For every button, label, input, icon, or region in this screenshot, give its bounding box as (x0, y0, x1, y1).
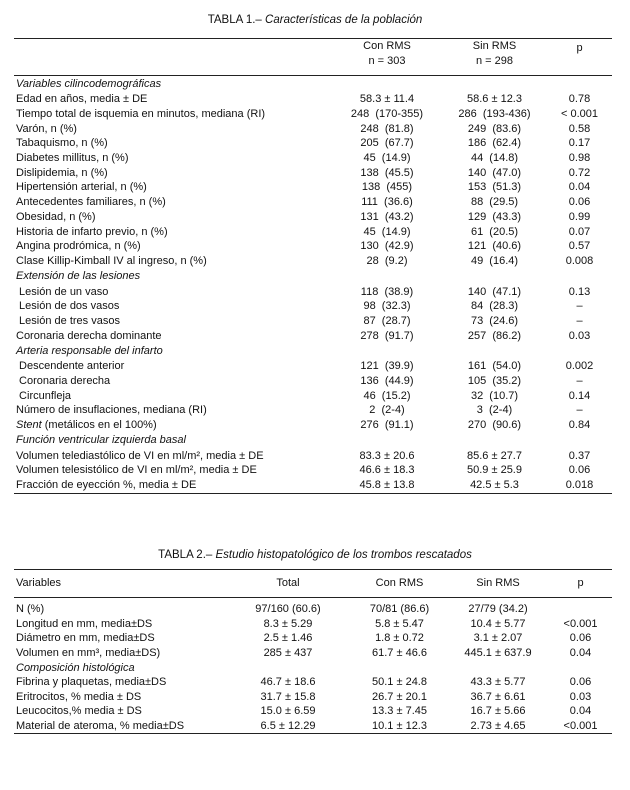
table1-cell-sin-rms: 3 (2-4) (476, 404, 513, 417)
table2-header-p: p (549, 570, 612, 598)
table1-row (14, 107, 612, 122)
table1-row (14, 388, 612, 403)
table2-cell-p: 0.06 (569, 676, 592, 689)
table1-row-label (14, 388, 332, 403)
table1-section-row (14, 432, 612, 448)
table2-cell-con-rms: 10.1 ± 12.3 (352, 719, 447, 734)
table2-row-label: Fibrina y plaquetas, media±DS (16, 676, 167, 689)
table1-cell-con-rms: 278 (91.7) (360, 329, 414, 342)
table2-cell-p: 0.06 (569, 632, 592, 645)
table1-row (14, 374, 612, 389)
table1-cell-p: 0.008 (565, 254, 594, 267)
table1-cell-sin-rms: 121 (40.6) (467, 240, 522, 253)
table2-cell-total: 6.5 ± 12.29 (224, 719, 352, 734)
table1-row-label-text: Volumen telesistólico de VI en ml/m², media ± DE (16, 464, 257, 477)
table1-cell-sin-rms: 73 (24.6) (470, 314, 519, 327)
table1-cell-con-rms: 130 (42.9) (360, 240, 414, 253)
table1-row-label (14, 478, 332, 493)
table2-cell-p: 0.04 (569, 705, 592, 718)
table1-row-label (14, 107, 332, 122)
table1-cell-sin-rms: 50.9 ± 25.9 (467, 464, 522, 477)
table1-row-label-text: Antecedentes familiares, n (%) (16, 196, 166, 209)
table1-header-con-rms: Con RMS n = 303 (332, 39, 442, 70)
table1-cell-p: 0.13 (568, 285, 591, 298)
table1-row-label-text: Clase Killip-Kimball IV al ingreso, n (%) (16, 254, 207, 267)
table2-cell-con-rms: 50.1 ± 24.8 (372, 676, 427, 689)
table1-cell-con-rms: 2 (2-4) (369, 404, 405, 417)
table1-row (14, 463, 612, 478)
table1-section-title: Extensión de las lesiones (16, 270, 141, 283)
table2-cell-sin-rms: 2.73 ± 4.65 (447, 719, 549, 734)
table2-cell-con-rms: 61.7 ± 46.6 (372, 647, 427, 660)
table1-row (14, 136, 612, 151)
table2-section-row (14, 660, 612, 675)
table1-cell-p: 0.99 (568, 210, 591, 223)
table1-row-label (14, 299, 332, 314)
table2-cell-total: 46.7 ± 18.6 (260, 676, 316, 689)
table1-cell-con-rms: 121 (39.9) (360, 360, 414, 373)
table1-row-label-text: Angina prodrómica, n (%) (16, 240, 141, 253)
table1-cell-sin-rms: 42.5 ± 5.3 (442, 478, 547, 493)
table2-header-total: Total (224, 570, 352, 598)
table1-row-label (14, 92, 332, 107)
table1-cell-con-rms: 46 (15.2) (363, 389, 411, 402)
table1-cell-sin-rms: 49 (16.4) (470, 254, 519, 267)
table1-section-title: Función ventricular izquierda basal (16, 434, 186, 447)
table1-row (14, 299, 612, 314)
table1-row (14, 314, 612, 329)
table1-cell-sin-rms: 84 (28.3) (470, 300, 519, 313)
table1-cell-con-rms: 45 (14.9) (363, 225, 411, 238)
table1-row-label-text: Coronaria derecha dominante (16, 329, 162, 342)
table1-row-label (14, 136, 332, 151)
table1-row (14, 195, 612, 210)
table2-cell-total: 31.7 ± 15.8 (260, 690, 316, 703)
table1-section-title: Variables cilincodemográficas (16, 78, 162, 90)
table1-caption (0, 14, 630, 26)
table1-cell-p: 0.37 (568, 449, 591, 462)
table1-cell-con-rms: 138 (455) (361, 181, 413, 194)
table1-cell-sin-rms: 161 (54.0) (467, 360, 522, 373)
table1-row (14, 180, 612, 195)
table1-cell-p: 0.84 (568, 419, 591, 432)
table1-section-row (14, 76, 612, 93)
table2-cell-p (549, 602, 612, 617)
table1-row-label (14, 239, 332, 254)
table1-row-label-text: Historia de infarto previo, n (%) (16, 225, 168, 238)
table1-cell-sin-rms: 257 (86.2) (467, 329, 522, 342)
table1-cell-con-rms: 248 (81.8) (360, 122, 414, 135)
table2-header-sin-rms: Sin RMS (447, 570, 549, 598)
table1-row (14, 284, 612, 299)
table1-cell-sin-rms: 44 (14.8) (470, 152, 519, 165)
table1-cell-sin-rms: 249 (83.6) (467, 122, 522, 135)
table1-row-label (14, 359, 332, 374)
table1-row-label (14, 403, 332, 418)
table1-cell-con-rms: 45.8 ± 13.8 (332, 478, 442, 493)
table1-row-label (14, 314, 332, 329)
table1-section-title: Arteria responsable del infarto (16, 345, 163, 357)
table1-cell-sin-rms: 105 (35.2) (467, 375, 522, 388)
table1-cell-p: – (576, 404, 583, 417)
table1-header-p: p (547, 39, 612, 70)
table1-row (14, 239, 612, 254)
table1-cell-con-rms: 131 (43.2) (360, 210, 414, 223)
table1-cell-sin-rms: 140 (47.1) (467, 285, 522, 298)
table1-cell-sin-rms: 88 (29.5) (470, 196, 519, 209)
table1-cell-p: – (576, 300, 583, 313)
table1-row (14, 418, 612, 433)
table1-row-label-text: Lesión de dos vasos (16, 300, 120, 313)
table1-row (14, 478, 612, 493)
table2-row-label: Leucocitos,% media ± DS (16, 705, 142, 718)
table2-row (14, 631, 612, 646)
table1-cell-con-rms: 87 (28.7) (363, 314, 411, 327)
table1-row-label-text: Varón, n (%) (16, 122, 77, 135)
table2-row-label: Diámetro en mm, media±DS (16, 632, 155, 645)
table1-row-label (14, 418, 332, 433)
table1-cell-p: < 0.001 (560, 108, 598, 121)
table1-cell-sin-rms: 32 (10.7) (470, 389, 519, 402)
table2-cell-p: <0.001 (549, 719, 612, 734)
table1-row-label (14, 463, 332, 478)
table1-cell-con-rms: 111 (36.6) (361, 196, 413, 209)
table1-cell-p: 0.17 (568, 137, 591, 150)
table2-cell-p: 0.03 (569, 690, 592, 703)
table2-cell-sin-rms: 445.1 ± 637.9 (464, 647, 532, 660)
table1-row-label-text: Lesión de tres vasos (16, 314, 120, 327)
table1-row (14, 254, 612, 269)
table1-section-row (14, 343, 612, 359)
table1-cell-con-rms: 248 (170-355) (350, 108, 424, 121)
table2-cell-p: 0.04 (569, 647, 592, 660)
table1-section-row (14, 268, 612, 284)
table2-caption-title: Estudio histopatológico de los trombos rescatados (215, 549, 472, 561)
table1-cell-p: 0.14 (568, 389, 591, 402)
table1-cell-p: 0.78 (568, 93, 591, 106)
table2-cell-total: 8.3 ± 5.29 (263, 617, 313, 630)
table1-cell-p: 0.002 (565, 360, 594, 373)
table1-row-label-text: Tiempo total de isquemia en minutos, mediana (RI) (16, 108, 266, 121)
table1-row-label (14, 284, 332, 299)
table1-row-label-text: Hipertensión arterial, n (%) (16, 181, 147, 194)
table1-row-label-text: Fracción de eyección %, media ± DE (16, 479, 197, 492)
table2 (14, 569, 612, 734)
table1-row-label (14, 210, 332, 225)
table1-row-label-italic: Stent (16, 419, 42, 432)
table1-row (14, 328, 612, 343)
table2-row-label: Longitud en mm, media±DS (16, 617, 153, 630)
table1-cell-p: 0.03 (568, 329, 591, 342)
table1-row (14, 121, 612, 136)
table1-body (14, 76, 612, 494)
table1-cell-con-rms: 205 (67.7) (360, 137, 414, 150)
table2-row-label: N (%) (16, 603, 45, 616)
table2-cell-total: 97/160 (60.6) (255, 603, 321, 616)
table1-row-label (14, 165, 332, 180)
table1-row-label-text: Obesidad, n (%) (16, 210, 96, 223)
table1-row-label (14, 224, 332, 239)
table2-row (14, 602, 612, 617)
table1-cell-p: 0.04 (568, 181, 591, 194)
table2-section-title: Composición histológica (16, 661, 135, 674)
table1-row-label-text: Edad en años, media ± DE (16, 93, 148, 106)
table1-cell-con-rms: 58.3 ± 11.4 (359, 93, 415, 106)
table1-header-sin-rms: Sin RMS n = 298 (442, 39, 547, 70)
table1-row-label-text: (metálicos en el 100%) (41, 419, 157, 432)
table1-row-label-text: Coronaria derecha (16, 375, 111, 388)
table1-row (14, 151, 612, 166)
table1-caption-prefix: TABLA 1.– (207, 14, 262, 26)
table1-row-label (14, 328, 332, 343)
table1-cell-sin-rms: 286 (193-436) (458, 108, 531, 121)
table1-header-variable (14, 39, 332, 70)
table1-row-label-text: Número de insuflaciones, mediana (RI) (16, 404, 207, 417)
table1-cell-sin-rms: 153 (51.3) (467, 181, 522, 194)
table1-cell-sin-rms: 129 (43.3) (467, 210, 522, 223)
table1-cell-p: 0.07 (568, 225, 591, 238)
table2-row-label: Eritrocitos, % media ± DS (16, 690, 142, 703)
table2-cell-con-rms: 1.8 ± 0.72 (375, 632, 424, 645)
table1-cell-con-rms: 138 (45.5) (360, 166, 414, 179)
table1-row-label (14, 121, 332, 136)
table1-row (14, 92, 612, 107)
table1-cell-p: – (576, 314, 583, 327)
table1-cell-sin-rms: 140 (47.0) (467, 166, 522, 179)
table1-cell-con-rms: 28 (9.2) (366, 254, 408, 267)
table1-row-label (14, 180, 332, 195)
table2-caption (0, 549, 630, 561)
table1-cell-con-rms: 118 (38.9) (360, 285, 414, 298)
table2-cell-con-rms: 13.3 ± 7.45 (372, 705, 427, 718)
table2-row (14, 675, 612, 690)
table2-row (14, 719, 612, 734)
table2-cell-total: 2.5 ± 1.46 (263, 632, 313, 645)
table1-row-label-text: Circunfleja (16, 389, 72, 402)
table1-row (14, 448, 612, 463)
table1-row-label (14, 374, 332, 389)
table2-row (14, 704, 612, 719)
table1-cell-con-rms: 136 (44.9) (360, 375, 414, 388)
table1-cell-con-rms: 46.6 ± 18.3 (359, 464, 415, 477)
table1-row-label-text: Tabaquismo, n (%) (16, 137, 108, 150)
table2-cell-sin-rms: 16.7 ± 5.66 (470, 705, 526, 718)
table2-cell-sin-rms: 36.7 ± 6.61 (470, 690, 526, 703)
table1-caption-title: Características de la población (265, 14, 423, 26)
table1-cell-p: 0.57 (568, 240, 591, 253)
table2-row-label: Volumen en mm³, media±DS) (16, 647, 161, 660)
table1-cell-p: 0.018 (547, 478, 612, 493)
table2-cell-p: <0.001 (563, 617, 598, 630)
table1-row (14, 165, 612, 180)
table1-cell-con-rms: 98 (32.3) (363, 300, 411, 313)
table2-row-label: Material de ateroma, % media±DS (14, 719, 224, 734)
table2-cell-sin-rms: 3.1 ± 2.07 (473, 632, 523, 645)
table2-cell-con-rms: 5.8 ± 5.47 (375, 617, 424, 630)
table1-cell-p: 0.58 (568, 122, 591, 135)
table1-row (14, 224, 612, 239)
table1-row-label (14, 151, 332, 166)
table1-row-label-text: Lesión de un vaso (16, 285, 109, 298)
table1-row-label (14, 254, 332, 269)
table2-body (14, 602, 612, 734)
table1-row (14, 210, 612, 225)
table1-row-label (14, 448, 332, 463)
table1-cell-p: 0.06 (568, 464, 591, 477)
table1-row-label-text: Dislipidemia, n (%) (16, 166, 108, 179)
table1-cell-sin-rms: 85.6 ± 27.7 (467, 449, 522, 462)
table1-row-label-text: Descendente anterior (16, 360, 125, 373)
table1-cell-sin-rms: 186 (62.4) (467, 137, 522, 150)
table1-cell-p: 0.98 (568, 152, 591, 165)
table1-row-label (14, 195, 332, 210)
table2-row (14, 690, 612, 705)
table2-header-variables: Variables (14, 570, 224, 598)
table2-header-con-rms: Con RMS (352, 570, 447, 598)
table2-cell-sin-rms: 27/79 (34.2) (468, 603, 528, 616)
table1-cell-con-rms: 276 (91.1) (360, 419, 414, 432)
table1-cell-con-rms: 83.3 ± 20.6 (359, 449, 415, 462)
table2-cell-con-rms: 70/81 (86.6) (369, 603, 430, 616)
table1-row-label-text: Diabetes millitus, n (%) (16, 152, 129, 165)
table1-cell-sin-rms: 58.6 ± 12.3 (467, 93, 522, 106)
table2-cell-sin-rms: 10.4 ± 5.77 (470, 617, 526, 630)
table1-cell-sin-rms: 270 (90.6) (467, 419, 522, 432)
table2-caption-prefix: TABLA 2.– (158, 549, 213, 561)
table1-cell-con-rms: 45 (14.9) (363, 152, 411, 165)
table1-cell-p: 0.72 (568, 166, 591, 179)
table1 (14, 38, 612, 494)
table1-row (14, 403, 612, 418)
table1-row (14, 359, 612, 374)
table2-cell-total: 15.0 ± 6.59 (260, 705, 316, 718)
table2-row (14, 646, 612, 661)
table2-cell-total: 285 ± 437 (263, 647, 313, 660)
table1-cell-p: – (576, 375, 583, 388)
table2-cell-sin-rms: 43.3 ± 5.77 (470, 676, 526, 689)
table1-cell-p: 0.06 (568, 196, 591, 209)
table2-cell-con-rms: 26.7 ± 20.1 (372, 690, 427, 703)
table1-row-label-text: Volumen telediastólico de VI en ml/m², media ± DE (16, 449, 264, 462)
table1-cell-sin-rms: 61 (20.5) (470, 225, 519, 238)
table2-row (14, 617, 612, 632)
